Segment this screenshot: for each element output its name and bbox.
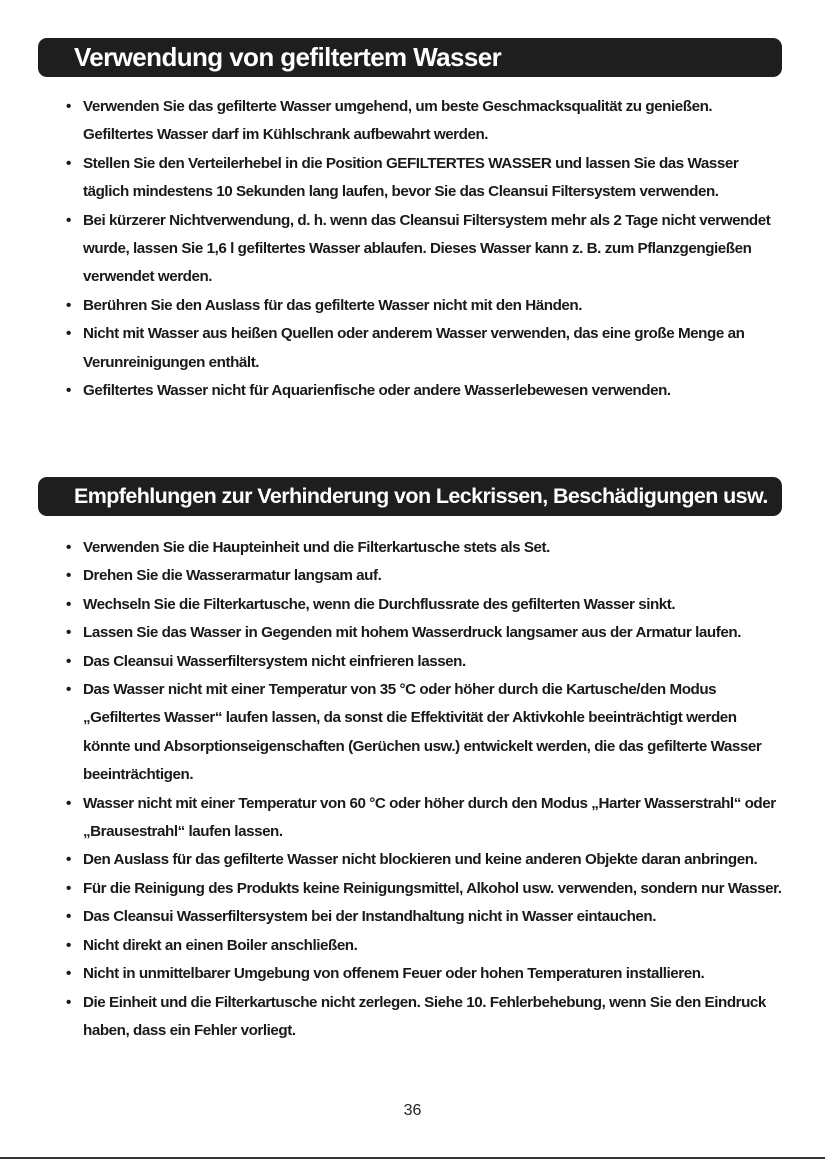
section-heading-leak-prevention: Empfehlungen zur Verhinderung von Leckrissen, Beschädigungen usw.: [38, 477, 782, 516]
filtered-water-list: [64, 93, 784, 405]
list-item: • Wasser nicht mit einer Temperatur von 60 °C oder höher durch den Modus „Harter Wasserstrahl“ oder „Brausestrahl“ laufen lassen.: [64, 790, 784, 847]
list-item: • Nicht mit Wasser aus heißen Quellen oder anderem Wasser verwenden, das eine große Menge an Verunreinigungen enthält.: [64, 320, 784, 377]
list-item: • Stellen Sie den Verteilerhebel in die Position GEFILTERTES WASSER und lassen Sie das Wasser täglich mindestens 10 Sekunden lang laufen, bevor Sie das Cleansui Filtersystem verwenden.: [64, 150, 784, 207]
list-item: • Gefiltertes Wasser nicht für Aquarienfische oder andere Wasserlebewesen verwenden.: [64, 377, 784, 405]
bottom-divider: [0, 1157, 825, 1159]
list-item: • Für die Reinigung des Produkts keine Reinigungsmittel, Alkohol usw. verwenden, sondern nur Wasser.: [64, 875, 784, 903]
list-item: • Berühren Sie den Auslass für das gefilterte Wasser nicht mit den Händen.: [64, 292, 784, 320]
list-item: • Das Cleansui Wasserfiltersystem nicht einfrieren lassen.: [64, 648, 784, 676]
leak-prevention-list: [64, 534, 784, 1045]
list-item: • Das Wasser nicht mit einer Temperatur von 35 °C oder höher durch die Kartusche/den Modus „Gefiltertes Wasser“ laufen lassen, da sonst die Effektivität der Aktivkohle beeinträchtigt werden könnte und Absorptionseigenschaften (Gerüchen usw.) entwickelt werden, die das gefilterte Wasser beeinträchtigen.: [64, 676, 784, 790]
list-item: • Drehen Sie die Wasserarmatur langsam auf.: [64, 562, 784, 590]
list-item: • Lassen Sie das Wasser in Gegenden mit hohem Wasserdruck langsamer aus der Armatur laufen.: [64, 619, 784, 647]
list-item: • Das Cleansui Wasserfiltersystem bei der Instandhaltung nicht in Wasser eintauchen.: [64, 903, 784, 931]
list-item: • Die Einheit und die Filterkartusche nicht zerlegen. Siehe 10. Fehlerbehebung, wenn Sie den Eindruck haben, dass ein Fehler vorliegt.: [64, 989, 784, 1046]
page-number: 36: [403, 1102, 422, 1119]
list-item: • Nicht in unmittelbarer Umgebung von offenem Feuer oder hohen Temperaturen installieren.: [64, 960, 784, 988]
list-item: • Nicht direkt an einen Boiler anschließen.: [64, 932, 784, 960]
list-item: • Wechseln Sie die Filterkartusche, wenn die Durchflussrate des gefilterten Wasser sinkt.: [64, 591, 784, 619]
list-item: • Verwenden Sie das gefilterte Wasser umgehend, um beste Geschmacksqualität zu genießen. Gefiltertes Wasser darf im Kühlschrank aufbewahrt werden.: [64, 93, 784, 150]
list-item: • Verwenden Sie die Haupteinheit und die Filterkartusche stets als Set.: [64, 534, 784, 562]
section-heading-filtered-water: Verwendung von gefiltertem Wasser: [38, 38, 782, 77]
list-item: • Bei kürzerer Nichtverwendung, d. h. wenn das Cleansui Filtersystem mehr als 2 Tage nicht verwendet wurde, lassen Sie 1,6 l gefiltertes Wasser ablaufen. Dieses Wasser kann z. B. zum Pflanzgengießen verwendet werden.: [64, 207, 784, 292]
list-item: • Den Auslass für das gefilterte Wasser nicht blockieren und keine anderen Objekte daran anbringen.: [64, 846, 784, 874]
